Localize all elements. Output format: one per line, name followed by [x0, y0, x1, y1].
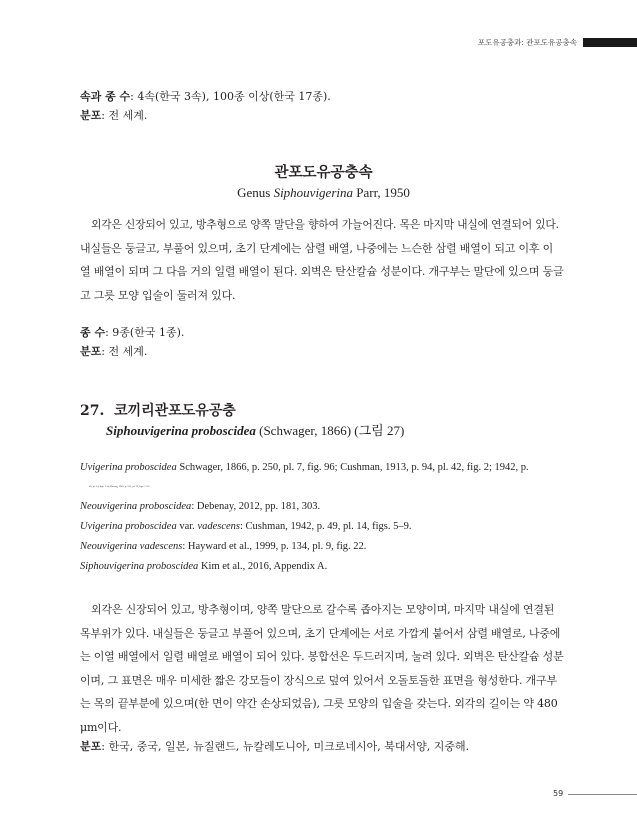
genus-distribution-label: 분포 [80, 345, 102, 358]
genus-distribution-value: : 전 세계. [101, 345, 148, 358]
synonym-taxon: Uvigerina proboscidea [80, 521, 177, 532]
genus-species-count-label: 종 수 [80, 326, 106, 339]
synonym-item [80, 500, 567, 514]
synonym-item [89, 480, 576, 494]
species-description-line: 외각은 신장되어 있고, 방추형이며, 양쪽 말단으로 갈수록 좁아지는 모양이며, 마지막 내실에 연결된 [91, 603, 555, 616]
synonym-reference: : Debenay, 2012, pp. 181, 303. [191, 501, 321, 512]
genus-count-label: 속과 종 수 [80, 90, 131, 103]
page-number: 59 [553, 789, 564, 798]
synonym-variety: vadescens [197, 521, 241, 532]
synonym-reference: : Cushman, 1942, p. 49, pl. 14, figs. 5–9. [240, 521, 412, 532]
family-distribution-line [80, 109, 567, 123]
synonym-item [80, 540, 567, 554]
synonym-reference: Kim et al., 2016, Appendix A. [198, 561, 328, 572]
species-description-line: 이며, 그 표면은 매우 미세한 짧은 강모들이 장식으로 덮여 있어서 오돌토돌한 표면을 형성한다. 개구부 [80, 673, 557, 687]
species-description-line: μm이다. [80, 720, 122, 734]
species-description-line: 는 목의 끝부분에 있으며(한 면이 약간 손상되었음), 그릇 모양의 입술을 갖는다. 외각의 길이는 약 480 [80, 697, 558, 710]
family-distribution-value: : 전 세계. [101, 109, 148, 122]
genus-title-korean: 관포도유공충속 [274, 164, 373, 181]
footer-rule [568, 794, 637, 795]
species-author: (Schwager, 1866) (그림 27) [255, 423, 405, 438]
synonym-reference: : Hayward et al., 1999, p. 134, pl. 9, fig. 22. [182, 541, 367, 552]
genus-count-line [80, 90, 567, 104]
family-distribution-label: 분포 [80, 109, 102, 122]
genus-title-name: Siphouvigerina [273, 185, 353, 200]
genus-description-line: 고 그릇 모양 입술이 둘러져 있다. [80, 288, 236, 302]
genus-title-scientific [80, 184, 567, 201]
species-number: 27. [80, 403, 105, 419]
species-heading [80, 402, 567, 420]
genus-title-author: Parr, 1950 [353, 185, 410, 200]
synonym-reference: 49, pl. 14, figs. 1–4; Cheong, 1991, p. 211, pl. 22, figs. 7–12. [89, 485, 151, 488]
genus-species-count-line [80, 326, 567, 340]
species-description-line: 는 이열 배열에서 일렬 배열로 배열이 되어 있다. 봉합선은 두드러지며, 눌려 있다. 외벽은 탄산칼슘 성분 [80, 650, 564, 663]
species-name-scientific: Siphouvigerina proboscidea [106, 423, 256, 438]
synonym-taxon: Neouvigerina proboscidea [80, 501, 192, 512]
genus-description-line: 열 배열이 되며 그 다음 거의 일렬 배열이 된다. 외벽은 탄산칼슘 성분이다. 개구부는 말단에 있으며 둥글 [80, 265, 564, 278]
genus-description-line: 내실들은 둥글고, 부풀어 있으며, 초기 단계에는 삼렬 배열, 나중에는 느슨한 삼렬 배열이 되고 이후 이 [80, 241, 554, 255]
synonym-taxon: Uvigerina proboscidea [80, 462, 177, 473]
genus-description-line: 외각은 신장되어 있고, 방추형으로 양쪽 말단을 향하여 가늘어진다. 목은 마지막 내실에 연결되어 있다. [91, 218, 559, 231]
genus-description [80, 213, 567, 307]
running-title: 포도유공충과: 관포도유공충속 [477, 38, 577, 47]
genus-species-count-value: : 9종(한국 1종). [105, 326, 185, 339]
synonym-reference: Schwager, 1866, p. 250, pl. 7, fig. 96; Cushman, 1913, p. 94, pl. 42, fig. 2; 1942, p. [176, 462, 529, 473]
species-description [80, 598, 567, 739]
genus-title-prefix: Genus [237, 185, 274, 200]
genus-distribution-line [80, 345, 567, 359]
synonym-item [80, 461, 567, 475]
species-distribution-label: 분포 [80, 740, 102, 753]
genus-count-value: : 4속(한국 3속), 100종 이상(한국 17종). [130, 90, 331, 103]
species-distribution-line [80, 740, 567, 754]
species-description-line: 목부위가 있다. 내실들은 둥글고 부풀어 있으며, 초기 단계에는 서로 가깝게 붙어서 삼렬 배열로, 나중에 [80, 626, 561, 640]
species-name-korean: 코끼리관포도유공충 [114, 403, 236, 419]
species-subheading [106, 422, 593, 439]
synonym-taxon: Neouvigerina vadescens [80, 541, 183, 552]
synonym-taxon: Siphouvigerina proboscidea [80, 561, 199, 572]
synonym-item [80, 560, 567, 574]
synonym-reference: var. [176, 521, 198, 532]
header-bar [583, 38, 637, 47]
species-distribution-value: : 한국, 중국, 일본, 뉴질랜드, 뉴칼레도니아, 미크로네시아, 북대서양, 지중해. [101, 740, 470, 753]
synonym-item [80, 520, 567, 534]
